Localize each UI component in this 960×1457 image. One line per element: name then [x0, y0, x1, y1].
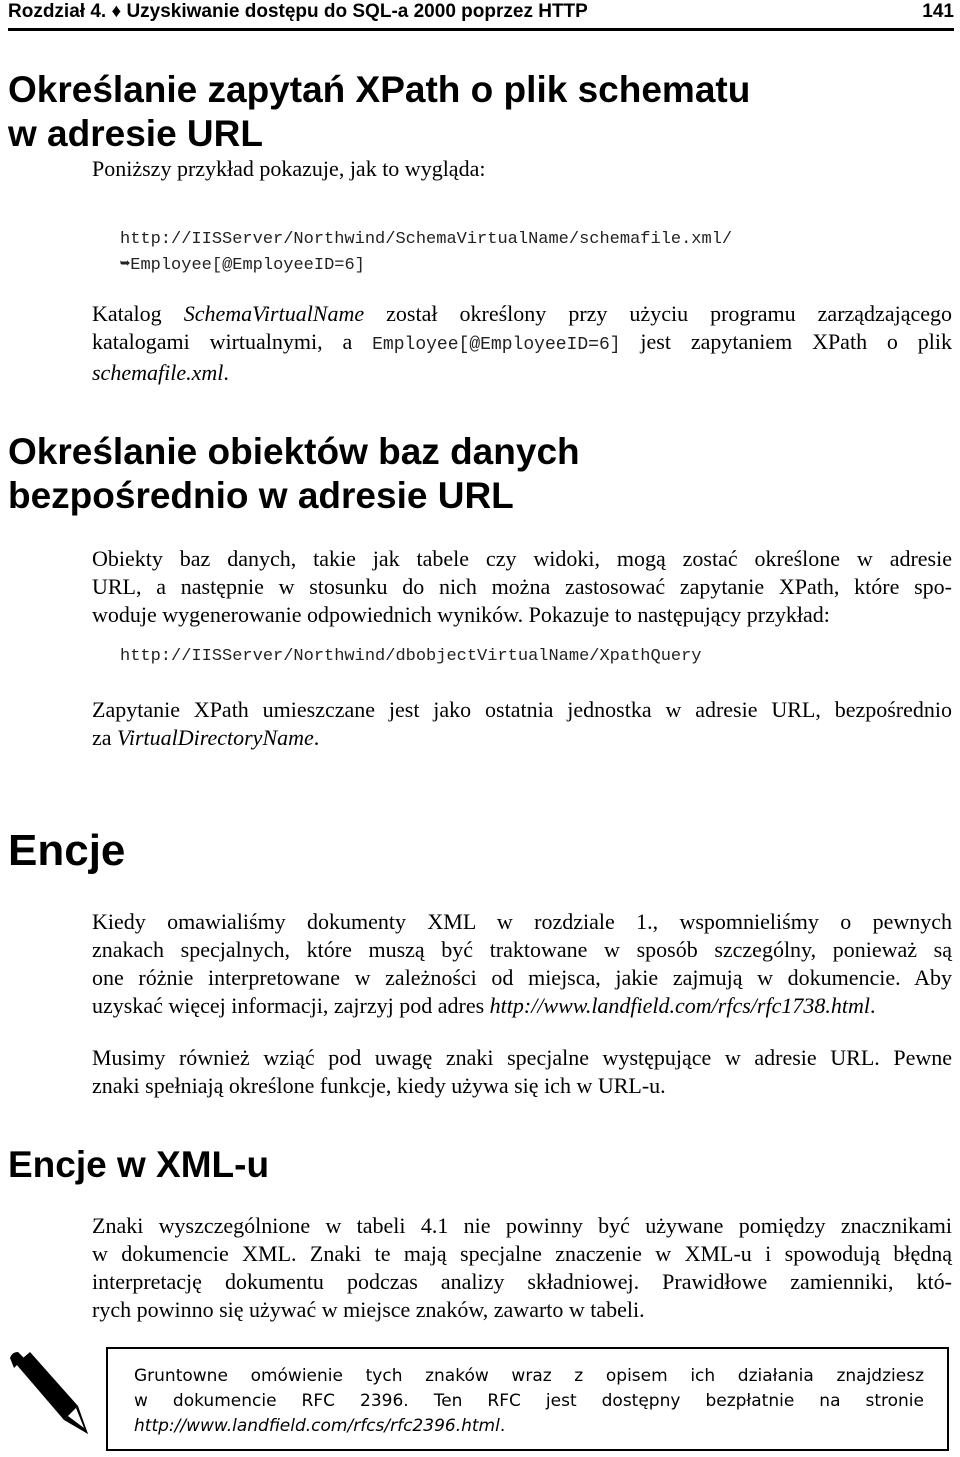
- page-number: 141: [922, 1, 954, 22]
- text: .: [869, 993, 876, 1018]
- paragraph-line: Znaki wyszczególnione w tabeli 4.1 nie powinny być używane pomiędzy znacznikami: [92, 1213, 952, 1238]
- url-link-rfc2396[interactable]: http://www.landfield.com/rfcs/rfc2396.html: [134, 1416, 500, 1436]
- paragraph-line: URL, a następnie w stosunku do nich można zastosować zapytanie XPath, które spo-: [92, 574, 952, 599]
- paragraph-line: [92, 359, 952, 387]
- paragraph-line: [92, 992, 952, 1020]
- text: uzyskać więcej informacji, zajrzyj pod adres: [92, 993, 490, 1018]
- pencil-note-icon: [8, 1350, 92, 1440]
- paragraph-xpath-last-unit: [92, 696, 952, 752]
- diamond-icon: ♦: [111, 1, 122, 22]
- code-line-text: Employee[@EmployeeID=6]: [130, 256, 365, 275]
- text: został określony przy użyciu programu zarządzającego: [364, 301, 952, 326]
- page-header: [8, 0, 954, 31]
- text: .: [499, 1416, 506, 1436]
- paragraph-xml-entities: [92, 1212, 952, 1324]
- section-title-db-objects: [8, 430, 580, 518]
- section-title-entities: Encje: [8, 826, 126, 875]
- paragraph-line: Obiekty baz danych, takie jak tabele czy widoki, mogą zostać określone w adresie: [92, 546, 952, 571]
- chapter-title: Uzyskiwanie dostępu do SQL-a 2000 poprzez HTTP: [126, 1, 588, 22]
- paragraph-line: interpretację dokumentu podczas analizy składniowej. Prawidłowe zamienniki, któ-: [92, 1269, 952, 1294]
- paragraph-entities-intro: [92, 908, 952, 1020]
- paragraph-line: Zapytanie XPath umieszczane jest jako ostatnia jednostka w adresie URL, bezpośrednio: [92, 697, 952, 722]
- section-title-xpath-schema: [8, 68, 750, 156]
- code-example-dbobject-url: [120, 644, 702, 670]
- paragraph-line: Poniższy przykład pokazuje, jak to wygląda:: [92, 156, 486, 181]
- continuation-arrow-icon: ➥: [120, 256, 131, 275]
- paragraph-intro: [92, 155, 952, 183]
- note-line: [134, 1414, 924, 1439]
- text: .: [223, 360, 229, 385]
- url-link-rfc1738[interactable]: http://www.landfield.com/rfcs/rfc1738.html: [489, 993, 870, 1018]
- text: .: [313, 725, 320, 750]
- chapter-label: Rozdział 4.: [8, 1, 107, 22]
- section-title-xml-entities: Encje w XML-u: [8, 1144, 270, 1185]
- code-line: [120, 253, 732, 279]
- paragraph-line: znaki spełniają określone funkcje, kiedy używa się ich w URL-u.: [92, 1073, 666, 1098]
- paragraph-line: [92, 724, 952, 752]
- note-text: [134, 1364, 924, 1439]
- paragraph-line: znakach specjalnych, które muszą być traktowane w sposób szczególny, ponieważ są: [92, 937, 952, 962]
- italic-term: SchemaVirtualName: [183, 301, 365, 326]
- italic-term: VirtualDirectoryName: [117, 725, 314, 750]
- code-line: http://IISServer/Northwind/dbobjectVirtualName/XpathQuery: [120, 647, 702, 666]
- text: katalogami wirtualnymi, a: [92, 329, 373, 354]
- paragraph-line: Kiedy omawialiśmy dokumenty XML w rozdziale 1., wspomnieliśmy o pewnych: [92, 909, 952, 934]
- note-line: w dokumencie RFC 2396. Ten RFC jest dostępny bezpłatnie na stronie: [134, 1391, 924, 1411]
- section-title-line: bezpośrednio w adresie URL: [8, 475, 514, 516]
- text: Katalog: [92, 301, 184, 326]
- text: jest zapytaniem XPath o plik: [620, 329, 952, 354]
- paragraph-line: [92, 300, 952, 328]
- note-line: Gruntowne omówienie tych znaków wraz z opisem ich działania znajdziesz: [134, 1366, 924, 1386]
- paragraph-line: rych powinno się używać w miejsce znaków, zawarto w tabeli.: [92, 1297, 645, 1322]
- note-box: [106, 1347, 949, 1451]
- section-title-line: Określanie obiektów baz danych: [8, 431, 580, 472]
- section-title-line: w adresie URL: [8, 113, 263, 154]
- code-line: http://IISServer/Northwind/SchemaVirtualName/schemafile.xml/: [120, 230, 733, 249]
- text: za: [92, 725, 118, 750]
- paragraph-line: woduje wygenerowanie odpowiednich wyników. Pokazuje to następujący przykład:: [92, 602, 830, 627]
- paragraph-url-special-chars: [92, 1044, 952, 1100]
- paragraph-schema-virtual-name: [92, 300, 952, 387]
- paragraph-line: w dokumencie XML. Znaki te mają specjalne znaczenie w XML-u i spowodują błędną: [92, 1241, 952, 1266]
- paragraph-line: one różnie interpretowane w zależności od miejsca, jakie zajmują w dokumencie. Aby: [92, 965, 952, 990]
- inline-code: Employee[@EmployeeID=6]: [372, 335, 621, 355]
- running-head: [8, 1, 588, 23]
- code-example-xpath-url: [120, 227, 732, 279]
- paragraph-line: [92, 328, 952, 359]
- italic-term: schemafile.xml: [92, 360, 224, 385]
- paragraph-db-objects: [92, 545, 952, 629]
- paragraph-line: Musimy również wziąć pod uwagę znaki specjalne występujące w adresie URL. Pewne: [92, 1045, 952, 1070]
- section-title-line: Określanie zapytań XPath o plik schematu: [8, 69, 751, 110]
